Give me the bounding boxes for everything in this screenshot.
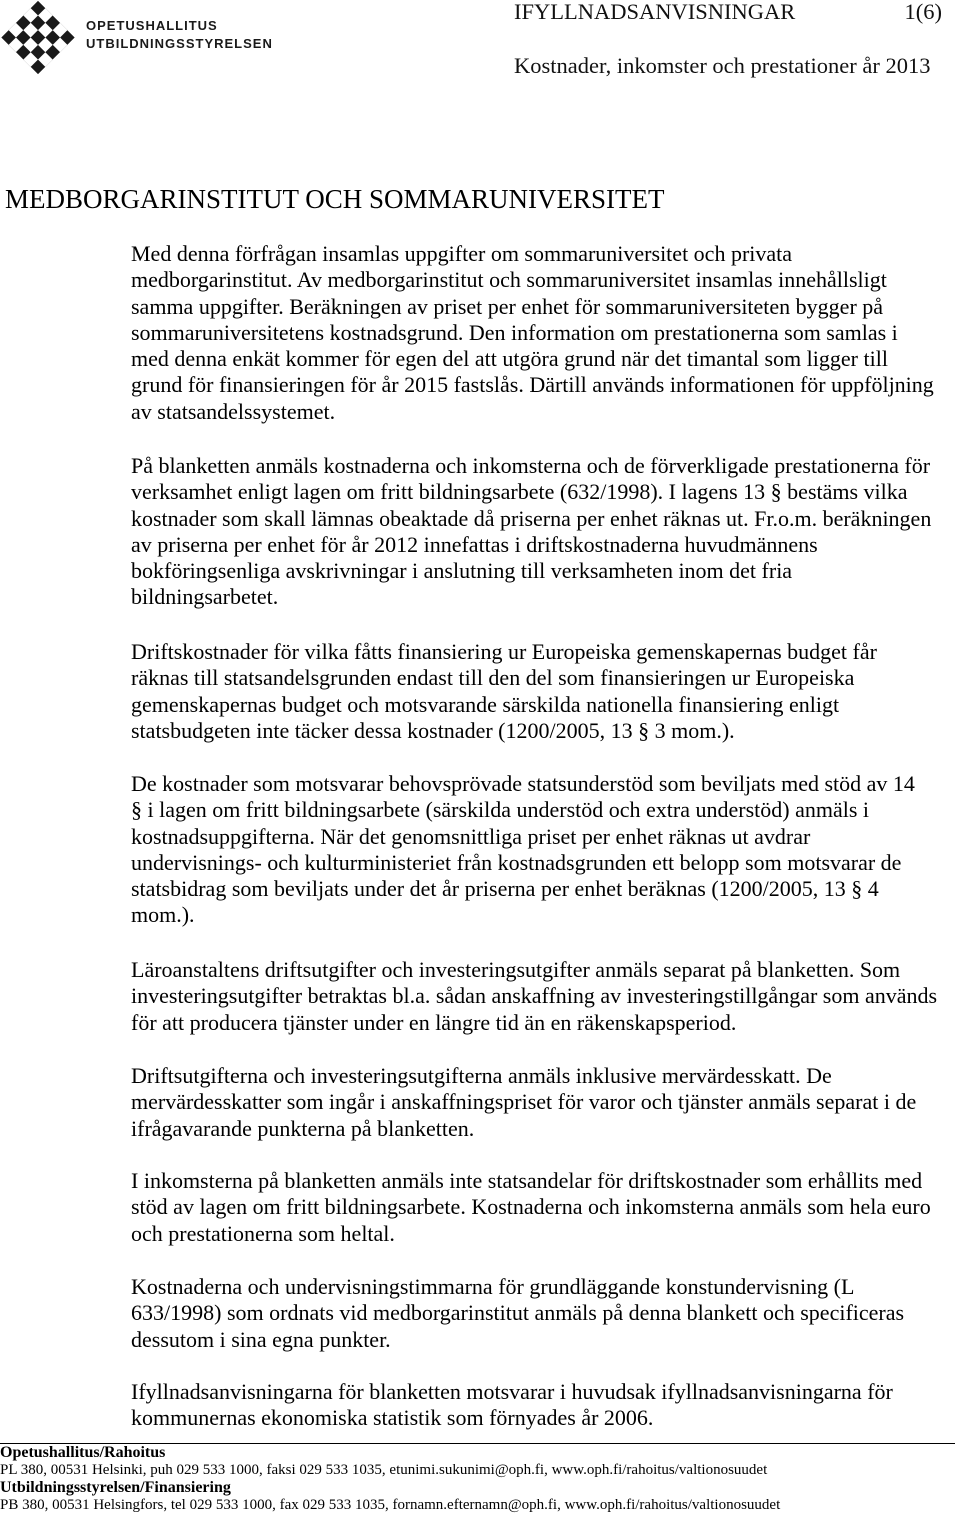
body-paragraph [131, 639, 877, 744]
paragraph-line: Driftsutgifterna och investeringsutgifterna anmäls inklusive mervärdesskatt. De [131, 1063, 832, 1088]
paragraph-line: Med denna förfrågan insamlas uppgifter om sommaruniversitet och privata [131, 241, 793, 266]
footer-org-finnish: Opetushallitus/Rahoitus [0, 1444, 166, 1461]
paragraph-line: stöd av lagen om fritt bildningsarbete. Kostnaderna och inkomsterna anmäls som hela euro [131, 1194, 931, 1220]
paragraph-line: mom.). [131, 902, 195, 928]
paragraph-line: och prestationerna som heltal. [131, 1220, 395, 1246]
document-title: MEDBORGARINSTITUT OCH SOMMARUNIVERSITET [5, 184, 665, 214]
paragraph-line: för att producera tjänster under en längre tid än en räkenskapsperiod. [131, 1009, 737, 1035]
logo-text-finnish: OPETUSHALLITUS [86, 18, 218, 33]
body-paragraph [131, 241, 934, 425]
diamond-logo-icon [0, 0, 78, 76]
paragraph-line: undervisnings- och kulturministeriet från kostnadsgrunden ett belopp som motsvarar de [131, 849, 902, 875]
paragraph-line: räknas till statsandelsgrunden endast till den del som finansieringen ur Europeiska [131, 665, 855, 691]
page-footer [0, 1443, 955, 1514]
paragraph-line: kostnader som skall lämnas obeaktade då priserna per enhet räknas ut. Fr.o.m. beräkningen [131, 505, 932, 531]
page-number: 1(6) [904, 0, 942, 24]
paragraph-line: gemenskapernas budget och motsvarande särskilda nationella finansiering enligt [131, 691, 840, 717]
footer-contact-swedish: PB 380, 00531 Helsingfors, tel 029 533 1000, fax 029 533 1035, fornamn.efternamn@oph.fi, www.oph.fi/rahoitus/valtionosuudet [0, 1496, 781, 1513]
paragraph-line: statsbidrag som beviljats under det år priserna per enhet beräknas (1200/2005, 13 § 4 [131, 876, 879, 902]
paragraph-line: av priserna per enhet för år 2012 innefattas i driftskostnaderna huvudmännens [131, 531, 818, 557]
paragraph-line: De kostnader som motsvarar behovsprövade statsunderstöd som beviljats med stöd av 14 [131, 771, 915, 796]
paragraph-line: med denna enkät kommer för egen del att utgöra grund när det timantal som ligger till [131, 346, 888, 372]
document-subtitle: Kostnader, inkomster och prestationer år 2013 [514, 53, 931, 78]
paragraph-line: Läroanstaltens driftsutgifter och investeringsutgifter anmäls separat på blanketten. Som [131, 957, 901, 982]
body-paragraph [131, 1379, 893, 1432]
paragraph-line: dessutom i sina egna punkter. [131, 1326, 391, 1352]
body-paragraph [131, 1168, 931, 1247]
footer-org-swedish: Utbildningsstyrelsen/Finansiering [0, 1479, 231, 1496]
paragraph-line: I inkomsterna på blanketten anmäls inte statsandelar för driftskostnader som erhållits med [131, 1168, 923, 1193]
paragraph-line: grund för finansieringen för år 2015 fastslås. Därtill används informationen för uppföljning [131, 372, 934, 398]
paragraph-line: av statsandelssystemet. [131, 398, 336, 424]
document-type-label: IFYLLNADSANVISNINGAR [514, 0, 796, 24]
paragraph-line: ifrågavarande punkterna på blanketten. [131, 1115, 475, 1141]
body-paragraph [131, 957, 937, 1036]
paragraph-line: Ifyllnadsanvisningarna för blanketten motsvarar i huvudsak ifyllnadsanvisningarna för [131, 1379, 893, 1404]
body-paragraph [131, 1274, 904, 1353]
paragraph-line: sommaruniversitetens kostnadsgrund. Den information om prestationerna som samlas i [131, 319, 898, 345]
paragraph-line: medborgarinstitut. Av medborgarinstitut och sommaruniversitet insamlas innehållsligt [131, 267, 887, 293]
paragraph-line: kostnadsuppgifterna. När det genomsnittliga priset per enhet räknas ut avdrar [131, 823, 811, 849]
paragraph-line: investeringsutgifter betraktas bl.a. sådan anskaffning av investeringstillgångar som används [131, 983, 938, 1009]
paragraph-line: kommunernas ekonomiska statistik som förnyades år 2006. [131, 1405, 654, 1431]
paragraph-line: bokföringsenliga avskrivningar i anslutning till verksamheten inom det fria [131, 558, 793, 584]
body-paragraph [131, 453, 931, 611]
paragraph-line: verksamhet enligt lagen om fritt bildningsarbete (632/1998). I lagens 13 § bestäms vilka [131, 479, 908, 505]
paragraph-line: mervärdesskatter som ingår i anskaffningspriset för varor och tjänster anmäls separat i de [131, 1089, 917, 1115]
logo-diamond [1, 1, 75, 75]
footer-contact-finnish: PL 380, 00531 Helsinki, puh 029 533 1000, faksi 029 533 1035, etunimi.sukunimi@oph.fi, www.oph.fi/rahoitus/valtionosuudet [0, 1461, 768, 1478]
body-paragraph [131, 771, 915, 929]
paragraph-line: samma uppgifter. Beräkningen av priset per enhet för sommaruniversiteten bygger på [131, 293, 884, 319]
body-paragraph [131, 1063, 916, 1142]
paragraph-line: statsbudgeten inte täcker dessa kostnader (1200/2005, 13 § 3 mom.). [131, 717, 735, 743]
logo-text-swedish: UTBILDNINGSSTYRELSEN [86, 36, 273, 51]
paragraph-line: 633/1998) som ordnats vid medborgarinstitut anmäls på denna blankett och specificeras [131, 1300, 905, 1326]
paragraph-line: På blanketten anmäls kostnaderna och inkomsterna och de förverkligade prestationerna för [131, 453, 931, 478]
paragraph-line: Kostnaderna och undervisningstimmarna för grundläggande konstundervisning (L [131, 1274, 855, 1299]
paragraph-line: § i lagen om fritt bildningsarbete (särskilda understöd och extra understöd) anmäls i [131, 797, 870, 823]
paragraph-line: bildningsarbetet. [131, 584, 279, 610]
paragraph-line: Driftskostnader för vilka fåtts finansiering ur Europeiska gemenskapernas budget får [131, 639, 877, 664]
